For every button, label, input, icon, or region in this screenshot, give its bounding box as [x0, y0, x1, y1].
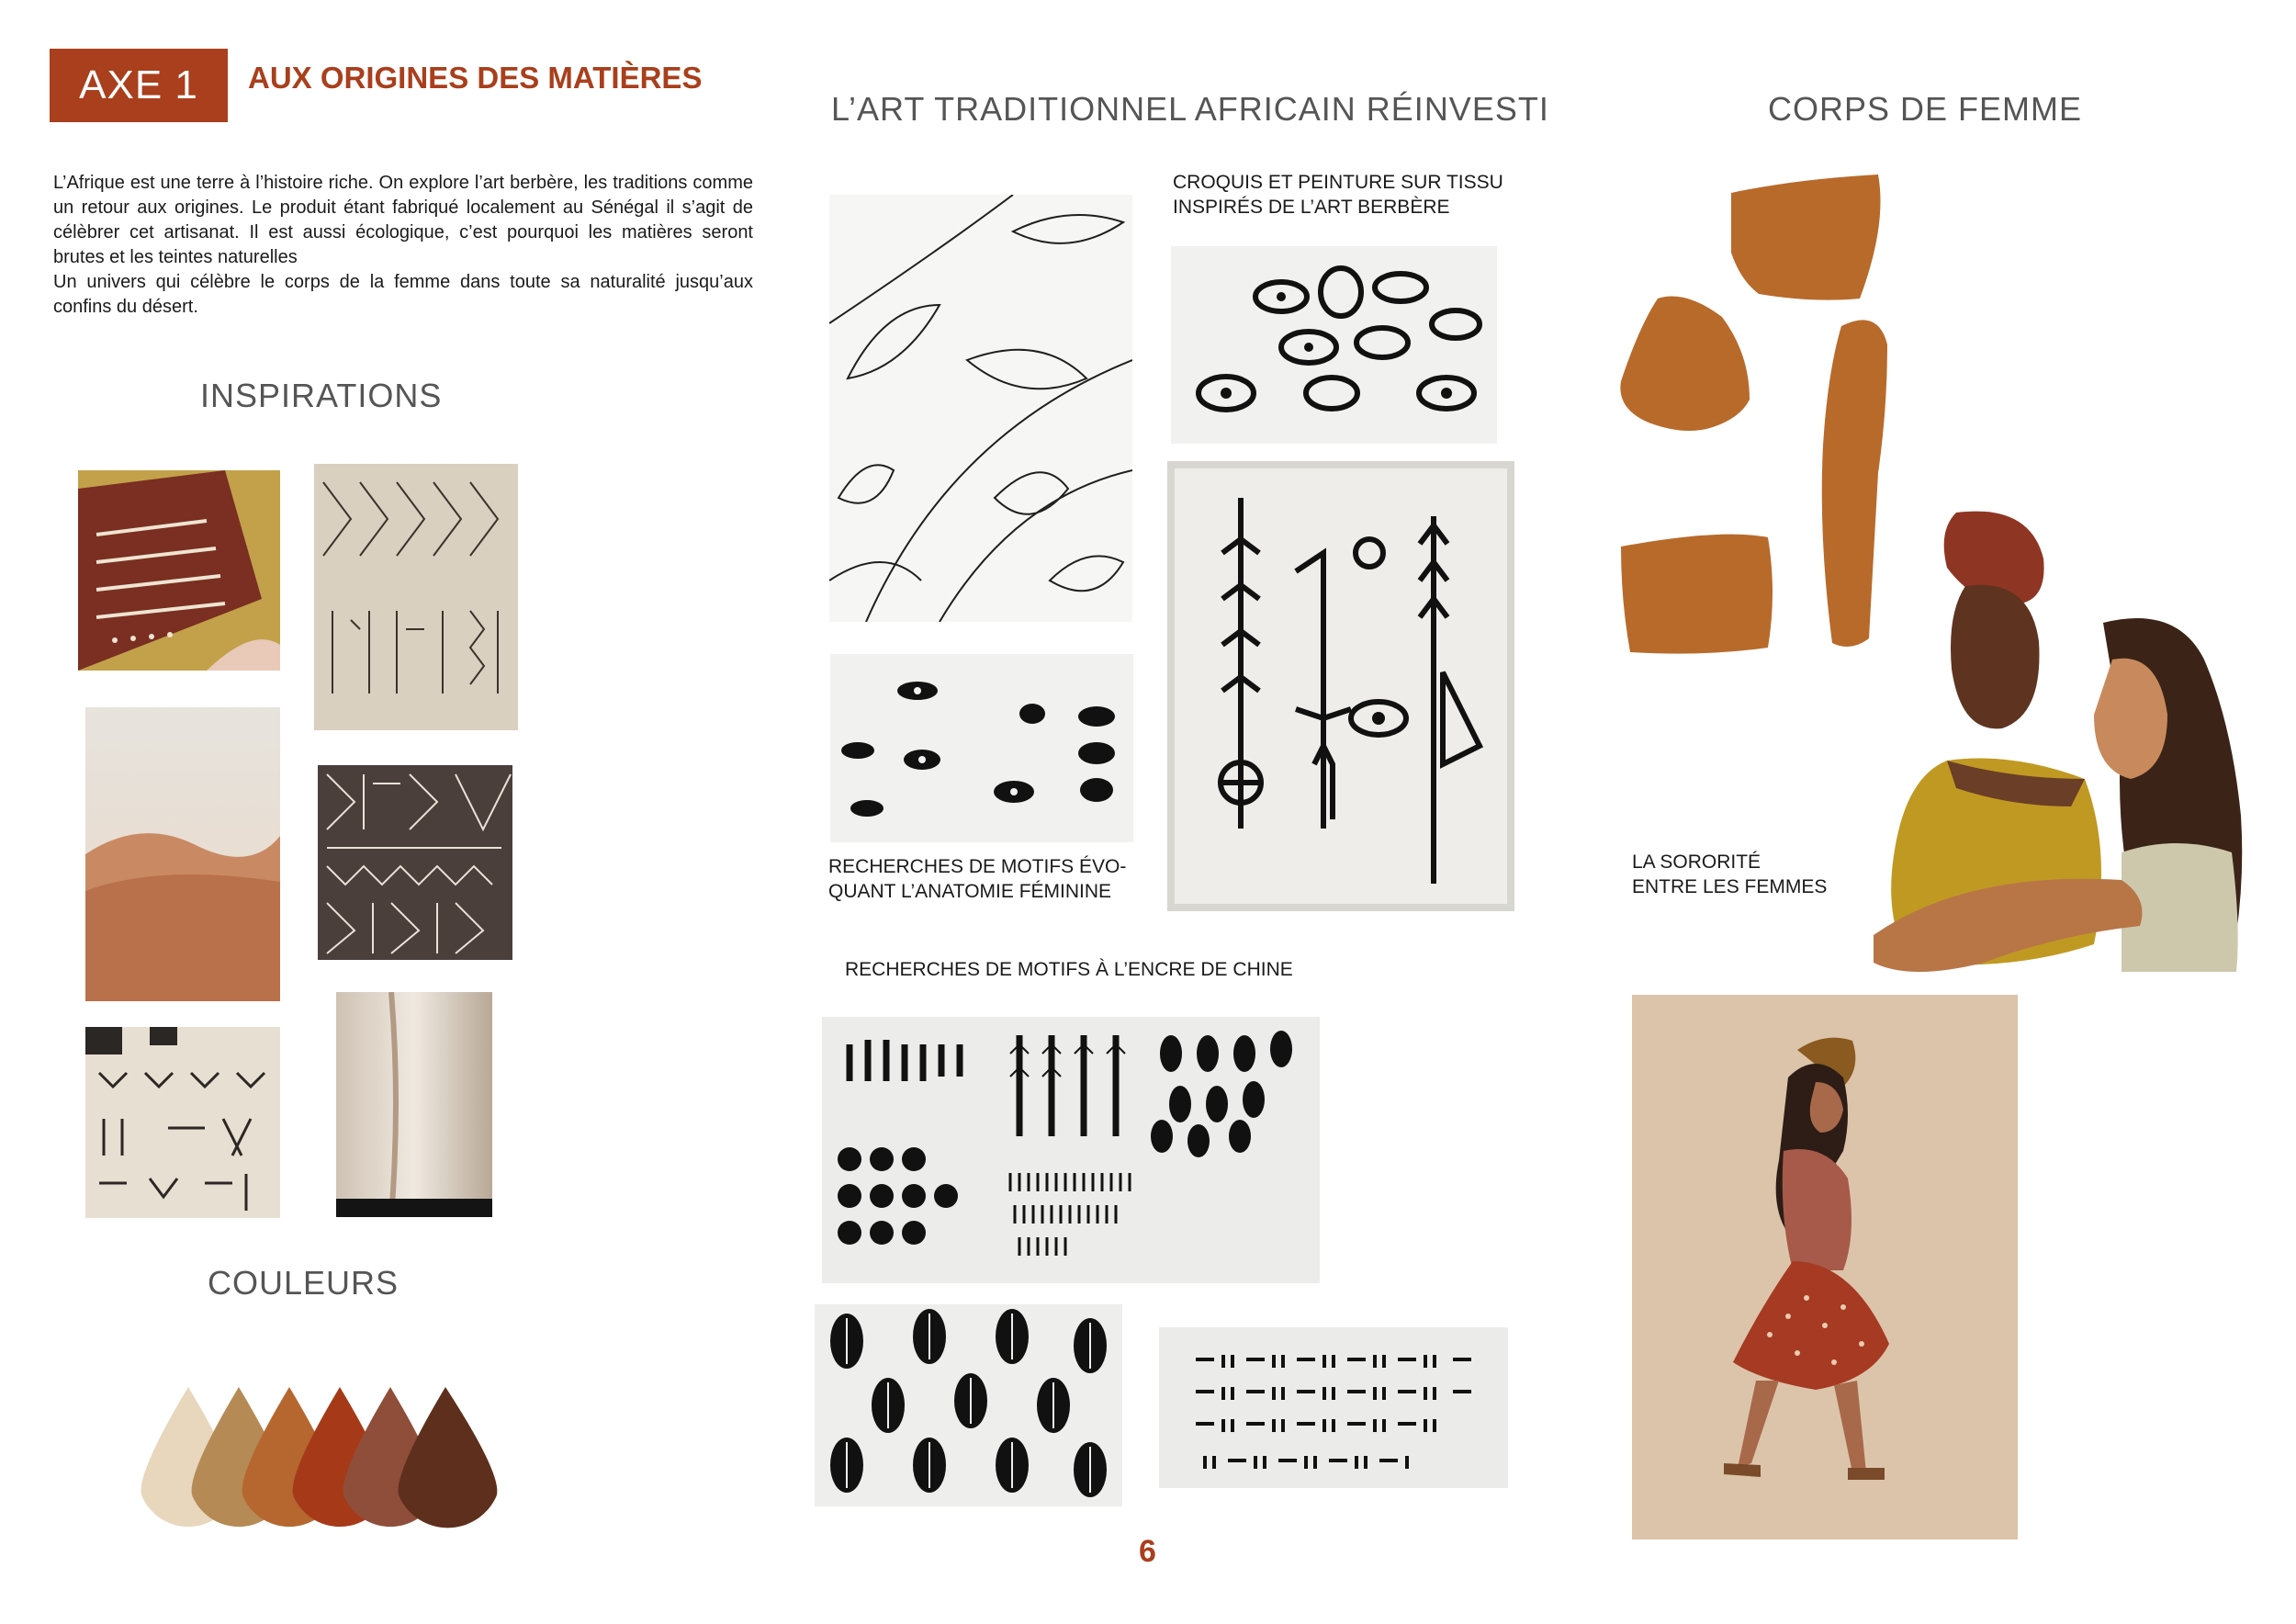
caption-sororite — [1632, 850, 1827, 899]
anatomy-motifs-image — [830, 654, 1133, 842]
intro-text — [53, 171, 753, 320]
caption-croquis — [1173, 170, 1508, 220]
berber-textile-image — [314, 464, 518, 730]
geometric-pattern-textile-image — [318, 765, 512, 960]
mudcloth-drape-image — [85, 1027, 280, 1218]
caption-recherches-line1: RECHERCHES DE MOTIFS ÉVO- — [828, 856, 1127, 877]
berber-eye-motifs-image — [1171, 246, 1497, 444]
axe-label: AXE 1 — [79, 62, 198, 107]
axe-label-box — [50, 49, 228, 122]
desert-dunes-image — [85, 707, 280, 1001]
intro-paragraph: L’Afrique est une terre à l’histoire riche. On explore l’art berbère, les traditions comme un retour aux origines. Le produit étant fabriqué localement au Sénégal il s’agit de célèbrer cet artisanat. Il est aussi écologique, c’est pourquoi les matières seront brutes et les teintes naturelles — [53, 173, 753, 267]
section-title-inspirations: INSPIRATIONS — [200, 377, 443, 414]
caption-croquis-line1: CROQUIS ET PEINTURE SUR TISSU — [1173, 172, 1503, 193]
section-title-art-traditionnel: L’ART TRADITIONNEL AFRICAIN RÉINVESTI — [831, 90, 1549, 128]
caption-sororite-line1: LA SORORITÉ — [1632, 851, 1761, 873]
caption-recherches-line2: QUANT L’ANATOMIE FÉMININE — [828, 881, 1112, 902]
section-title-corps-de-femme: CORPS DE FEMME — [1768, 90, 2083, 128]
caption-recherches — [828, 854, 1136, 904]
caption-sororite-line2: ENTRE LES FEMMES — [1632, 876, 1828, 897]
ink-dashes-sheet-image — [1159, 1327, 1508, 1488]
berber-symbols-fabric-image — [1167, 461, 1514, 911]
section-title-couleurs: COULEURS — [208, 1264, 400, 1302]
caption-encre: RECHERCHES DE MOTIFS À L’ENCRE DE CHINE — [845, 959, 1293, 980]
mudcloth-fabric-image — [78, 470, 280, 671]
caption-croquis-line2: INSPIRÉS DE L’ART BERBÈRE — [1173, 197, 1450, 218]
intro-paragraph-2: Un univers qui célèbre le corps de la femme dans toute sa naturalité jusqu’aux confins du désert. — [53, 272, 753, 317]
page-title: AUX ORIGINES DES MATIÈRES — [248, 61, 703, 95]
sisterhood-illustration — [1874, 503, 2255, 986]
leaf-line-drawing-image — [829, 195, 1132, 622]
woman-walking-illustration — [1632, 995, 2018, 1539]
color-palette — [133, 1378, 510, 1543]
color-drops — [133, 1378, 510, 1543]
page-number: 6 — [1139, 1534, 1156, 1569]
ink-leaves-sheet-image — [815, 1304, 1122, 1506]
raw-linen-fabric-image — [336, 992, 492, 1217]
ink-motifs-sheet-image — [822, 1017, 1320, 1283]
